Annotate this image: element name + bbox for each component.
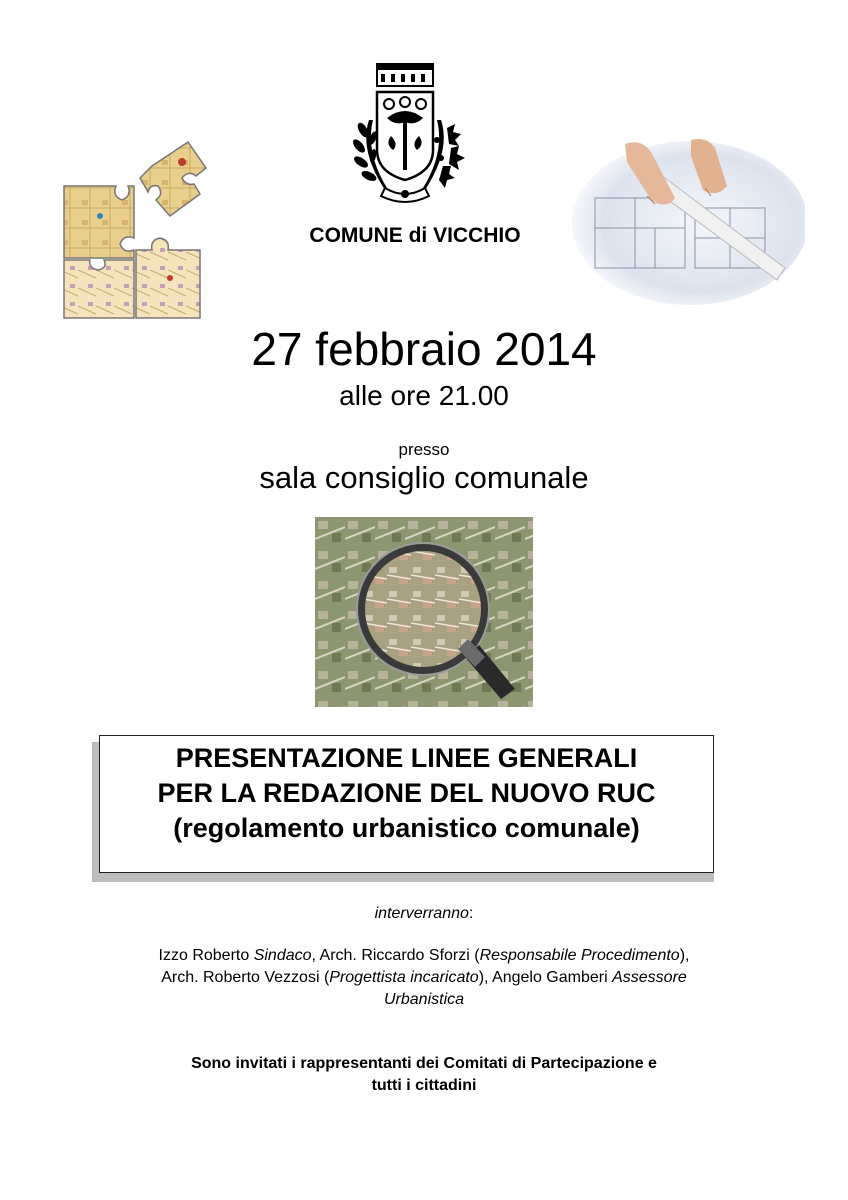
architect-hands-blueprint-image — [555, 138, 805, 308]
panel-title-line-1: PRESENTAZIONE LINEE GENERALI — [175, 743, 638, 773]
panel-title-line-3: (regolamento urbanistico comunale) — [173, 813, 640, 843]
municipal-crest-emblem — [325, 60, 485, 220]
title-panel — [99, 735, 714, 873]
puzzle-map-illustration — [60, 138, 210, 323]
speakers-line-2: Arch. Roberto Vezzosi (Progettista incaricato), Angelo Gamberi Assessore — [161, 969, 687, 986]
event-time: alle ore 21.00 — [339, 380, 509, 411]
speakers-heading: interverranno: — [374, 905, 474, 922]
event-date: 27 febbraio 2014 — [251, 323, 597, 375]
magnifying-glass-aerial-map-image — [315, 517, 533, 707]
municipality-name: COMUNE di VICCHIO — [309, 224, 521, 247]
panel-title-line-2: PER LA REDAZIONE DEL NUOVO RUC — [157, 778, 656, 808]
event-venue: sala consiglio comunale — [259, 460, 589, 495]
invitation-line-2: tutti i cittadini — [371, 1077, 477, 1094]
speakers-line-3: Urbanistica — [383, 991, 465, 1008]
speakers-line-1: Izzo Roberto Sindaco, Arch. Riccardo Sforzi (Responsabile Procedimento), — [158, 947, 690, 964]
presso-label: presso — [398, 440, 450, 459]
invitation-line-1: Sono invitati i rappresentanti dei Comitati di Partecipazione e — [191, 1055, 657, 1072]
